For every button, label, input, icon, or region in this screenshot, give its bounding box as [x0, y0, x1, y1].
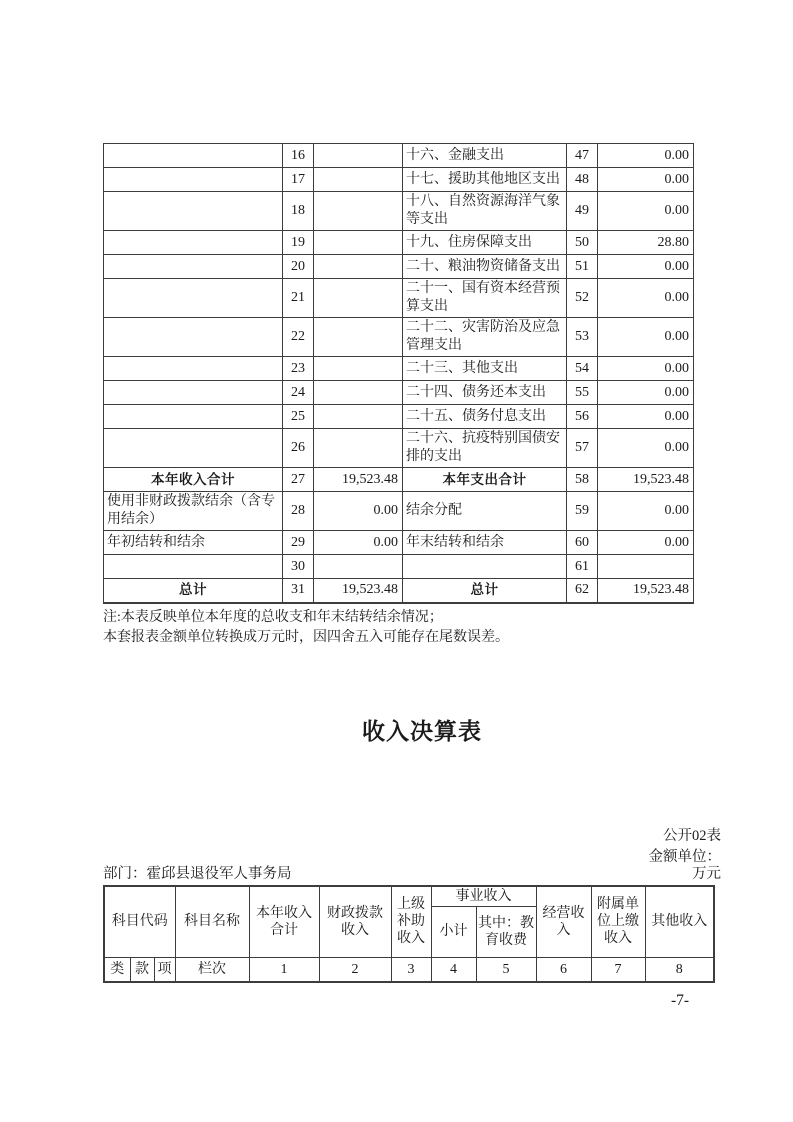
income-label: [104, 144, 283, 168]
expense-label: 十六、金融支出: [403, 144, 567, 168]
expense-label: 二十、粮油物资储备支出: [403, 255, 567, 279]
col-number-7: 7: [591, 957, 645, 982]
header-affiliated-unit-income: 附属单位上缴收入: [591, 886, 645, 957]
income-label: 使用非财政拨款结余（含专用结余）: [104, 492, 283, 531]
col-number-4: 4: [431, 957, 476, 982]
income-label: [104, 192, 283, 231]
income-line-no: 17: [283, 168, 314, 192]
expense-line-no: 51: [567, 255, 598, 279]
department-row: [103, 865, 721, 884]
expense-label: 十八、自然资源海洋气象等支出: [403, 192, 567, 231]
income-label: [104, 168, 283, 192]
income-line-no: 21: [283, 279, 314, 318]
table-row: [104, 255, 694, 279]
expense-line-no: 49: [567, 192, 598, 231]
expense-value: 0.00: [598, 381, 694, 405]
expense-value: 0.00: [598, 255, 694, 279]
expense-value: 28.80: [598, 231, 694, 255]
expense-line-no: 61: [567, 555, 598, 579]
expense-value: 0.00: [598, 192, 694, 231]
income-label: 年初结转和结余: [104, 531, 283, 555]
expense-line-no: 60: [567, 531, 598, 555]
expense-label: 二十五、债务付息支出: [403, 405, 567, 429]
expense-line-no: 55: [567, 381, 598, 405]
expense-total-value: 19,523.48: [598, 468, 694, 492]
grand-total-row: [104, 579, 694, 603]
header-item: 项: [154, 957, 175, 982]
col-number-6: 6: [536, 957, 591, 982]
table-row: [104, 531, 694, 555]
income-value: [314, 255, 403, 279]
income-line-no: 30: [283, 555, 314, 579]
header-row-1: [104, 886, 714, 906]
header-other-income: 其他收入: [645, 886, 714, 957]
col-number-5: 5: [476, 957, 536, 982]
header-row-3: [104, 957, 714, 982]
expense-label: [403, 555, 567, 579]
total-row: [104, 468, 694, 492]
expense-line-no: 53: [567, 318, 598, 357]
income-value: [314, 144, 403, 168]
income-label: [104, 231, 283, 255]
table-note: 注:本表反映单位本年度的总收支和年末结转结余情况；: [103, 609, 443, 625]
expense-value: [598, 555, 694, 579]
table-note: 本套报表金额单位转换成万元时，因四舍五入可能存在尾数误差。: [103, 629, 509, 645]
expense-label: 二十二、灾害防治及应急管理支出: [403, 318, 567, 357]
income-value: [314, 357, 403, 381]
expense-label: 二十三、其他支出: [403, 357, 567, 381]
income-label: [104, 255, 283, 279]
income-table-header: [103, 885, 715, 983]
income-label: [104, 381, 283, 405]
balance-summary-table: [103, 143, 694, 604]
income-label: [104, 429, 283, 468]
expense-value: 0.00: [598, 357, 694, 381]
income-value: [314, 555, 403, 579]
expense-value: 0.00: [598, 429, 694, 468]
expense-line-no: 62: [567, 579, 598, 603]
expense-line-no: 54: [567, 357, 598, 381]
income-value: [314, 405, 403, 429]
income-value: 0.00: [314, 492, 403, 531]
table-row: [104, 168, 694, 192]
expense-label: 十七、援助其他地区支出: [403, 168, 567, 192]
income-label: [104, 555, 283, 579]
expense-label: 二十四、债务还本支出: [403, 381, 567, 405]
expense-label: 二十六、抗疫特别国债安排的支出: [403, 429, 567, 468]
table-meta: [649, 826, 722, 868]
table-row: [104, 192, 694, 231]
income-line-no: 31: [283, 579, 314, 603]
header-subject-code: 科目代码: [104, 886, 175, 957]
expense-value: 0.00: [598, 279, 694, 318]
expense-value: 0.00: [598, 531, 694, 555]
table-row: [104, 279, 694, 318]
expense-line-no: 56: [567, 405, 598, 429]
income-label: [104, 279, 283, 318]
unit-caption: 金额单位：: [648, 849, 721, 865]
income-value: [314, 318, 403, 357]
income-label: [104, 357, 283, 381]
income-line-no: 23: [283, 357, 314, 381]
page-title: 收入决算表: [362, 718, 482, 744]
table-row: [104, 405, 694, 429]
income-label: [104, 318, 283, 357]
expense-value: 0.00: [598, 318, 694, 357]
income-line-no: 25: [283, 405, 314, 429]
income-label: [104, 405, 283, 429]
header-subtotal: 小计: [431, 906, 476, 957]
header-section: 款: [130, 957, 154, 982]
income-line-no: 27: [283, 468, 314, 492]
income-total-value: 19,523.48: [314, 468, 403, 492]
table-row: [104, 318, 694, 357]
unit-label: 万元: [692, 866, 721, 882]
expense-value: 0.00: [598, 492, 694, 531]
department-label: 部门：霍邱县退役军人事务局: [103, 866, 292, 882]
header-operating-income: 经营收入: [536, 886, 591, 957]
income-line-no: 18: [283, 192, 314, 231]
page-number: -7-: [670, 992, 690, 1009]
header-class: 类: [104, 957, 130, 982]
income-value: 0.00: [314, 531, 403, 555]
expense-line-no: 57: [567, 429, 598, 468]
income-grand-total-label: 总计: [104, 579, 283, 603]
expense-line-no: 52: [567, 279, 598, 318]
header-subject-name: 科目名称: [175, 886, 249, 957]
income-line-no: 28: [283, 492, 314, 531]
income-line-no: 26: [283, 429, 314, 468]
expense-label: 年末结转和结余: [403, 531, 567, 555]
header-column-label: 栏次: [175, 957, 249, 982]
header-fiscal-allocation-income: 财政拨款收入: [319, 886, 391, 957]
expense-line-no: 59: [567, 492, 598, 531]
income-line-no: 22: [283, 318, 314, 357]
expense-line-no: 58: [567, 468, 598, 492]
income-line-no: 24: [283, 381, 314, 405]
income-value: [314, 279, 403, 318]
col-number-1: 1: [249, 957, 319, 982]
col-number-8: 8: [645, 957, 714, 982]
income-grand-total-value: 19,523.48: [314, 579, 403, 603]
table-notes: [103, 608, 693, 648]
table-row: [104, 555, 694, 579]
expense-total-label: 本年支出合计: [403, 468, 567, 492]
income-value: [314, 429, 403, 468]
income-value: [314, 192, 403, 231]
balance-summary-block: [103, 143, 693, 648]
expense-line-no: 47: [567, 144, 598, 168]
income-line-no: 29: [283, 531, 314, 555]
expense-value: 0.00: [598, 144, 694, 168]
table-row: [104, 231, 694, 255]
expense-label: 二十一、国有资本经营预算支出: [403, 279, 567, 318]
col-number-2: 2: [319, 957, 391, 982]
expense-grand-total-value: 19,523.48: [598, 579, 694, 603]
expense-value: 0.00: [598, 405, 694, 429]
expense-label: 结余分配: [403, 492, 567, 531]
income-line-no: 16: [283, 144, 314, 168]
income-total-label: 本年收入合计: [104, 468, 283, 492]
income-value: [314, 231, 403, 255]
header-education-fee: 其中：教育收费: [476, 906, 536, 957]
expense-line-no: 50: [567, 231, 598, 255]
income-value: [314, 168, 403, 192]
table-row: [104, 381, 694, 405]
expense-line-no: 48: [567, 168, 598, 192]
expense-value: 0.00: [598, 168, 694, 192]
header-annual-income-total: 本年收入合计: [249, 886, 319, 957]
col-number-3: 3: [391, 957, 431, 982]
table-row: [104, 429, 694, 468]
expense-label: 十九、住房保障支出: [403, 231, 567, 255]
doc-code: 公开02表: [663, 828, 721, 844]
header-superior-subsidy-income: 上级补助收入: [391, 886, 431, 957]
expense-grand-total-label: 总计: [403, 579, 567, 603]
table-row: [104, 492, 694, 531]
income-value: [314, 381, 403, 405]
table-row: [104, 357, 694, 381]
table-row: [104, 144, 694, 168]
header-business-income: 事业收入: [431, 886, 536, 906]
income-line-no: 20: [283, 255, 314, 279]
income-line-no: 19: [283, 231, 314, 255]
